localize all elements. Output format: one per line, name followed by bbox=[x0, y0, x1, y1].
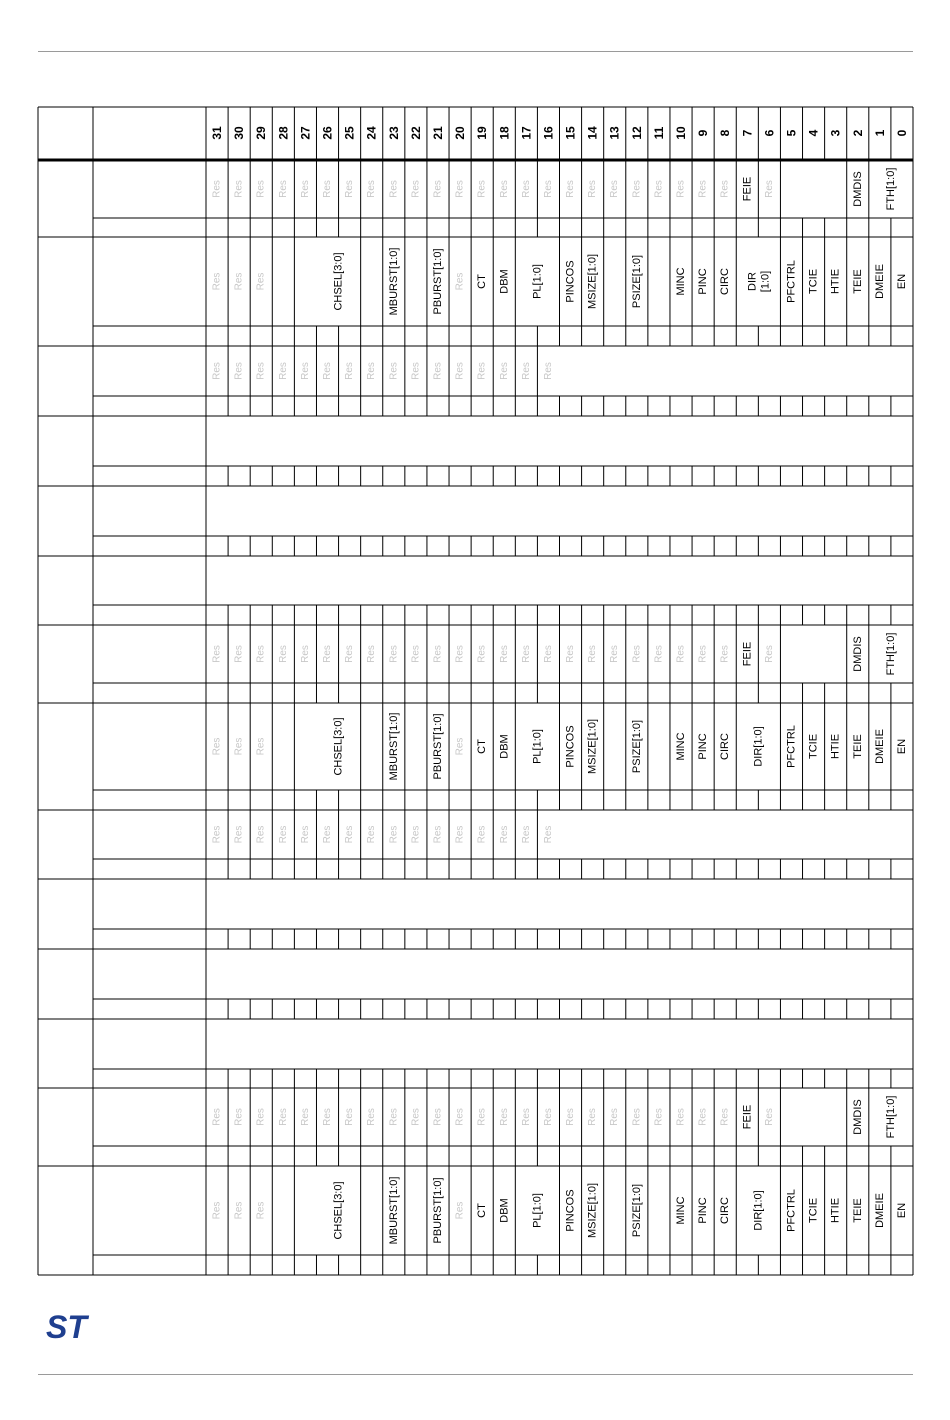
pinc-bit: PINC bbox=[697, 268, 710, 295]
ct-bit: CT bbox=[476, 739, 489, 754]
tcie-bit: TCIE bbox=[807, 268, 820, 295]
chsel-field: CHSEL[3:0] bbox=[332, 717, 345, 776]
reserved-bit: Res bbox=[233, 825, 245, 844]
reserved-bit: Res bbox=[277, 825, 289, 844]
reserved-bit: Res bbox=[609, 1108, 621, 1126]
htie-bit: HTIE bbox=[829, 268, 842, 295]
reserved-bit: Res bbox=[476, 180, 488, 198]
tcie-bit: TCIE bbox=[807, 1197, 820, 1224]
bit-number: 17 bbox=[519, 126, 534, 140]
reserved-bit: Res bbox=[211, 362, 223, 380]
reserved-bit: Res bbox=[454, 645, 466, 663]
bit-number: 2 bbox=[850, 129, 865, 137]
reserved-bit: Res bbox=[277, 180, 289, 198]
reserved-bit: Res bbox=[476, 1108, 488, 1126]
reserved-bit: Res bbox=[255, 825, 267, 844]
reserved-bit: Res bbox=[255, 362, 267, 380]
bit-number: 3 bbox=[828, 129, 843, 137]
dbm-bit: DBM bbox=[498, 1198, 511, 1223]
reserved-bit: Res bbox=[410, 362, 422, 380]
bit-number: 29 bbox=[254, 126, 269, 140]
reserved-bit: Res bbox=[277, 1108, 289, 1126]
reserved-bit: Res bbox=[454, 1201, 466, 1220]
bit-number: 31 bbox=[210, 126, 225, 140]
bit-number: 28 bbox=[276, 126, 291, 140]
reserved-bit: Res bbox=[653, 645, 665, 663]
en-bit: EN bbox=[895, 1202, 908, 1219]
msize-field: MSIZE[1:0] bbox=[586, 253, 599, 310]
reserved-bit: Res bbox=[542, 825, 554, 844]
htie-bit: HTIE bbox=[829, 733, 842, 760]
bit-number: 23 bbox=[386, 126, 401, 140]
reserved-bit: Res bbox=[233, 362, 245, 380]
bit-number: 19 bbox=[475, 126, 490, 140]
reserved-bit: Res bbox=[609, 645, 621, 663]
reserved-bit: Res bbox=[322, 645, 334, 663]
pl-field: PL[1:0] bbox=[531, 1193, 544, 1228]
reserved-bit: Res bbox=[255, 180, 267, 198]
bit-number: 26 bbox=[320, 126, 335, 140]
reserved-bit: Res bbox=[322, 825, 334, 844]
reserved-bit: Res bbox=[255, 737, 267, 756]
circ-bit: CIRC bbox=[719, 733, 732, 760]
reserved-bit: Res bbox=[653, 180, 665, 198]
circ-bit: CIRC bbox=[719, 268, 732, 295]
reserved-bit: Res bbox=[211, 737, 223, 756]
reserved-bit: Res bbox=[299, 362, 311, 380]
minc-bit: MINC bbox=[675, 1196, 688, 1225]
reserved-bit: Res bbox=[719, 180, 731, 198]
bit-number: 18 bbox=[497, 126, 512, 140]
reserved-bit: Res bbox=[322, 362, 334, 380]
reserved-bit: Res bbox=[211, 1108, 223, 1126]
reserved-bit: Res bbox=[344, 180, 356, 198]
dir-field: DIR[1:0] bbox=[752, 1190, 765, 1231]
reserved-bit: Res bbox=[653, 1108, 665, 1126]
pburst-field: PBURST[1:0] bbox=[431, 713, 444, 780]
reserved-bit: Res bbox=[520, 1108, 532, 1126]
reserved-bit: Res bbox=[587, 1108, 599, 1126]
reserved-bit: Res bbox=[454, 825, 466, 844]
reserved-bit: Res bbox=[697, 645, 709, 663]
reserved-bit: Res bbox=[388, 645, 400, 663]
reserved-bit: Res bbox=[675, 180, 687, 198]
fth-field: FTH[1:0] bbox=[884, 1095, 897, 1139]
reserved-bit: Res bbox=[498, 825, 510, 844]
reserved-bit: Res bbox=[587, 645, 599, 663]
reserved-bit: Res bbox=[299, 645, 311, 663]
reserved-bit: Res bbox=[631, 180, 643, 198]
reserved-bit: Res bbox=[366, 1108, 378, 1126]
reserved-bit: Res bbox=[410, 825, 422, 844]
reserved-bit: Res bbox=[631, 1108, 643, 1126]
reserved-bit: Res bbox=[233, 1201, 245, 1220]
en-bit: EN bbox=[895, 738, 908, 755]
reserved-bit: Res bbox=[520, 180, 532, 198]
reserved-bit: Res bbox=[542, 362, 554, 380]
reserved-bit: Res bbox=[454, 180, 466, 198]
htie-bit: HTIE bbox=[829, 1197, 842, 1224]
bit-number: 6 bbox=[762, 129, 777, 137]
reserved-bit: Res bbox=[255, 272, 267, 291]
reserved-bit: Res bbox=[255, 1201, 267, 1220]
pl-field: PL[1:0] bbox=[531, 729, 544, 764]
reserved-bit: Res bbox=[476, 362, 488, 380]
bottom-rule bbox=[38, 1374, 913, 1375]
bit-number: 14 bbox=[585, 126, 600, 140]
chsel-field: CHSEL[3:0] bbox=[332, 1181, 345, 1240]
reserved-bit: Res bbox=[454, 1108, 466, 1126]
feie-bit: FEIE bbox=[741, 641, 754, 667]
reserved-bit: Res bbox=[322, 1108, 334, 1126]
bit-number: 4 bbox=[806, 129, 821, 137]
reserved-bit: Res bbox=[366, 645, 378, 663]
circ-bit: CIRC bbox=[719, 1197, 732, 1224]
reserved-bit: Res bbox=[344, 1108, 356, 1126]
dmdis-bit: DMDIS bbox=[851, 171, 864, 207]
reserved-bit: Res bbox=[498, 180, 510, 198]
dmeie-bit: DMEIE bbox=[873, 1193, 886, 1228]
pinc-bit: PINC bbox=[697, 1197, 710, 1224]
reserved-bit: Res bbox=[211, 645, 223, 663]
reserved-bit: Res bbox=[565, 180, 577, 198]
bit-number: 15 bbox=[563, 126, 578, 140]
dmdis-bit: DMDIS bbox=[851, 636, 864, 672]
mburst-field: MBURST[1:0] bbox=[387, 247, 400, 316]
dir-field: DIR bbox=[746, 272, 759, 291]
pfctrl-bit: PFCTRL bbox=[785, 1189, 798, 1232]
bit-number: 16 bbox=[541, 126, 556, 140]
fth-field: FTH[1:0] bbox=[884, 167, 897, 211]
bit-number: 25 bbox=[342, 126, 357, 140]
chsel-field: CHSEL[3:0] bbox=[332, 252, 345, 311]
reserved-bit: Res bbox=[233, 272, 245, 291]
reserved-bit: Res bbox=[344, 362, 356, 380]
bit-number: 24 bbox=[364, 126, 379, 140]
reserved-bit: Res bbox=[432, 645, 444, 663]
reserved-bit: Res bbox=[454, 737, 466, 756]
reserved-bit: Res bbox=[233, 1108, 245, 1126]
reserved-bit: Res bbox=[520, 362, 532, 380]
pfctrl-bit: PFCTRL bbox=[785, 260, 798, 303]
teie-bit: TEIE bbox=[851, 734, 864, 759]
reserved-bit: Res bbox=[498, 1108, 510, 1126]
feie-bit: FEIE bbox=[741, 176, 754, 202]
reserved-bit: Res bbox=[388, 180, 400, 198]
bit-number: 21 bbox=[430, 126, 445, 140]
bit-number: 8 bbox=[718, 129, 733, 137]
bit-number: 13 bbox=[607, 126, 622, 140]
reserved-bit: Res bbox=[498, 645, 510, 663]
reserved-bit: Res bbox=[697, 180, 709, 198]
bit-number: 11 bbox=[651, 126, 666, 140]
reserved-bit: Res bbox=[432, 1108, 444, 1126]
reserved-bit: Res bbox=[388, 362, 400, 380]
fth-field: FTH[1:0] bbox=[884, 632, 897, 676]
msize-field: MSIZE[1:0] bbox=[586, 718, 599, 775]
bit-number: 12 bbox=[629, 126, 644, 140]
bit-number: 22 bbox=[408, 126, 423, 140]
reserved-bit: Res bbox=[299, 1108, 311, 1126]
dbm-bit: DBM bbox=[498, 734, 511, 759]
reserved-bit: Res bbox=[476, 825, 488, 844]
dmdis-bit: DMDIS bbox=[851, 1099, 864, 1135]
tcie-bit: TCIE bbox=[807, 733, 820, 760]
reserved-bit: Res bbox=[388, 825, 400, 844]
reserved-bit: Res bbox=[366, 362, 378, 380]
reserved-bit: Res bbox=[565, 645, 577, 663]
reserved-bit: Res bbox=[233, 645, 245, 663]
reserved-bit: Res bbox=[587, 180, 599, 198]
pincos-bit: PINCOS bbox=[564, 260, 577, 303]
reserved-bit: Res bbox=[432, 825, 444, 844]
reserved-bit: Res bbox=[719, 1108, 731, 1126]
bit-number: 0 bbox=[894, 129, 909, 137]
dbm-bit: DBM bbox=[498, 269, 511, 294]
reserved-bit: Res bbox=[498, 362, 510, 380]
pincos-bit: PINCOS bbox=[564, 725, 577, 768]
reserved-bit: Res bbox=[542, 1108, 554, 1126]
dir-field: DIR[1:0] bbox=[752, 726, 765, 767]
reserved-bit: Res bbox=[388, 1108, 400, 1126]
reserved-bit: Res bbox=[410, 1108, 422, 1126]
reserved-bit: Res bbox=[344, 645, 356, 663]
psize-field: PSIZE[1:0] bbox=[630, 719, 643, 774]
reserved-bit: Res bbox=[233, 180, 245, 198]
reserved-bit: Res bbox=[675, 1108, 687, 1126]
mburst-field: MBURST[1:0] bbox=[387, 712, 400, 781]
dmeie-bit: DMEIE bbox=[873, 729, 886, 764]
reserved-bit: Res bbox=[255, 645, 267, 663]
bit-number: 27 bbox=[298, 126, 313, 140]
minc-bit: MINC bbox=[675, 732, 688, 761]
msize-field: MSIZE[1:0] bbox=[586, 1182, 599, 1239]
reserved-bit: Res bbox=[410, 645, 422, 663]
reserved-bit: Res bbox=[211, 272, 223, 291]
reserved-bit: Res bbox=[542, 180, 554, 198]
bit-number: 1 bbox=[872, 129, 887, 137]
en-bit: EN bbox=[895, 273, 908, 290]
reserved-bit: Res bbox=[542, 645, 554, 663]
bit-number: 30 bbox=[232, 126, 247, 140]
reserved-bit: Res bbox=[763, 645, 775, 663]
pl-field: PL[1:0] bbox=[531, 264, 544, 299]
reserved-bit: Res bbox=[631, 645, 643, 663]
reserved-bit: Res bbox=[299, 180, 311, 198]
reserved-bit: Res bbox=[454, 272, 466, 291]
bit-number: 7 bbox=[740, 129, 755, 137]
reserved-bit: Res bbox=[344, 825, 356, 844]
pburst-field: PBURST[1:0] bbox=[431, 1177, 444, 1244]
reserved-bit: Res bbox=[432, 362, 444, 380]
reserved-bit: Res bbox=[277, 645, 289, 663]
reserved-bit: Res bbox=[299, 825, 311, 844]
pincos-bit: PINCOS bbox=[564, 1189, 577, 1232]
dmeie-bit: DMEIE bbox=[873, 264, 886, 299]
reserved-bit: Res bbox=[565, 1108, 577, 1126]
bit-number: 9 bbox=[696, 129, 711, 137]
bit-number: 5 bbox=[784, 129, 799, 137]
st-logo bbox=[44, 1310, 104, 1342]
feie-bit: FEIE bbox=[741, 1104, 754, 1130]
reserved-bit: Res bbox=[211, 1201, 223, 1220]
reserved-bit: Res bbox=[366, 180, 378, 198]
reserved-bit: Res bbox=[476, 645, 488, 663]
ct-bit: CT bbox=[476, 274, 489, 289]
minc-bit: MINC bbox=[675, 267, 688, 296]
teie-bit: TEIE bbox=[851, 269, 864, 294]
ct-bit: CT bbox=[476, 1203, 489, 1218]
mburst-field: MBURST[1:0] bbox=[387, 1176, 400, 1245]
svg-text:ST: ST bbox=[46, 1310, 87, 1342]
pburst-field: PBURST[1:0] bbox=[431, 248, 444, 315]
reserved-bit: Res bbox=[675, 645, 687, 663]
reserved-bit: Res bbox=[520, 645, 532, 663]
pfctrl-bit: PFCTRL bbox=[785, 725, 798, 768]
bit-number: 10 bbox=[674, 126, 689, 140]
reserved-bit: Res bbox=[277, 362, 289, 380]
reserved-bit: Res bbox=[410, 180, 422, 198]
reserved-bit: Res bbox=[366, 825, 378, 844]
reserved-bit: Res bbox=[211, 180, 223, 198]
psize-field: PSIZE[1:0] bbox=[630, 1183, 643, 1238]
psize-field: PSIZE[1:0] bbox=[630, 254, 643, 309]
reserved-bit: Res bbox=[454, 362, 466, 380]
reserved-bit: Res bbox=[609, 180, 621, 198]
reserved-bit: Res bbox=[763, 180, 775, 198]
reserved-bit: Res bbox=[719, 645, 731, 663]
dir-field: [1:0] bbox=[759, 270, 772, 293]
reserved-bit: Res bbox=[233, 737, 245, 756]
pinc-bit: PINC bbox=[697, 733, 710, 760]
reserved-bit: Res bbox=[520, 825, 532, 844]
teie-bit: TEIE bbox=[851, 1198, 864, 1223]
reserved-bit: Res bbox=[432, 180, 444, 198]
reserved-bit: Res bbox=[322, 180, 334, 198]
reserved-bit: Res bbox=[697, 1108, 709, 1126]
reserved-bit: Res bbox=[211, 825, 223, 844]
reserved-bit: Res bbox=[255, 1108, 267, 1126]
reserved-bit: Res bbox=[763, 1108, 775, 1126]
bit-number: 20 bbox=[453, 126, 468, 140]
